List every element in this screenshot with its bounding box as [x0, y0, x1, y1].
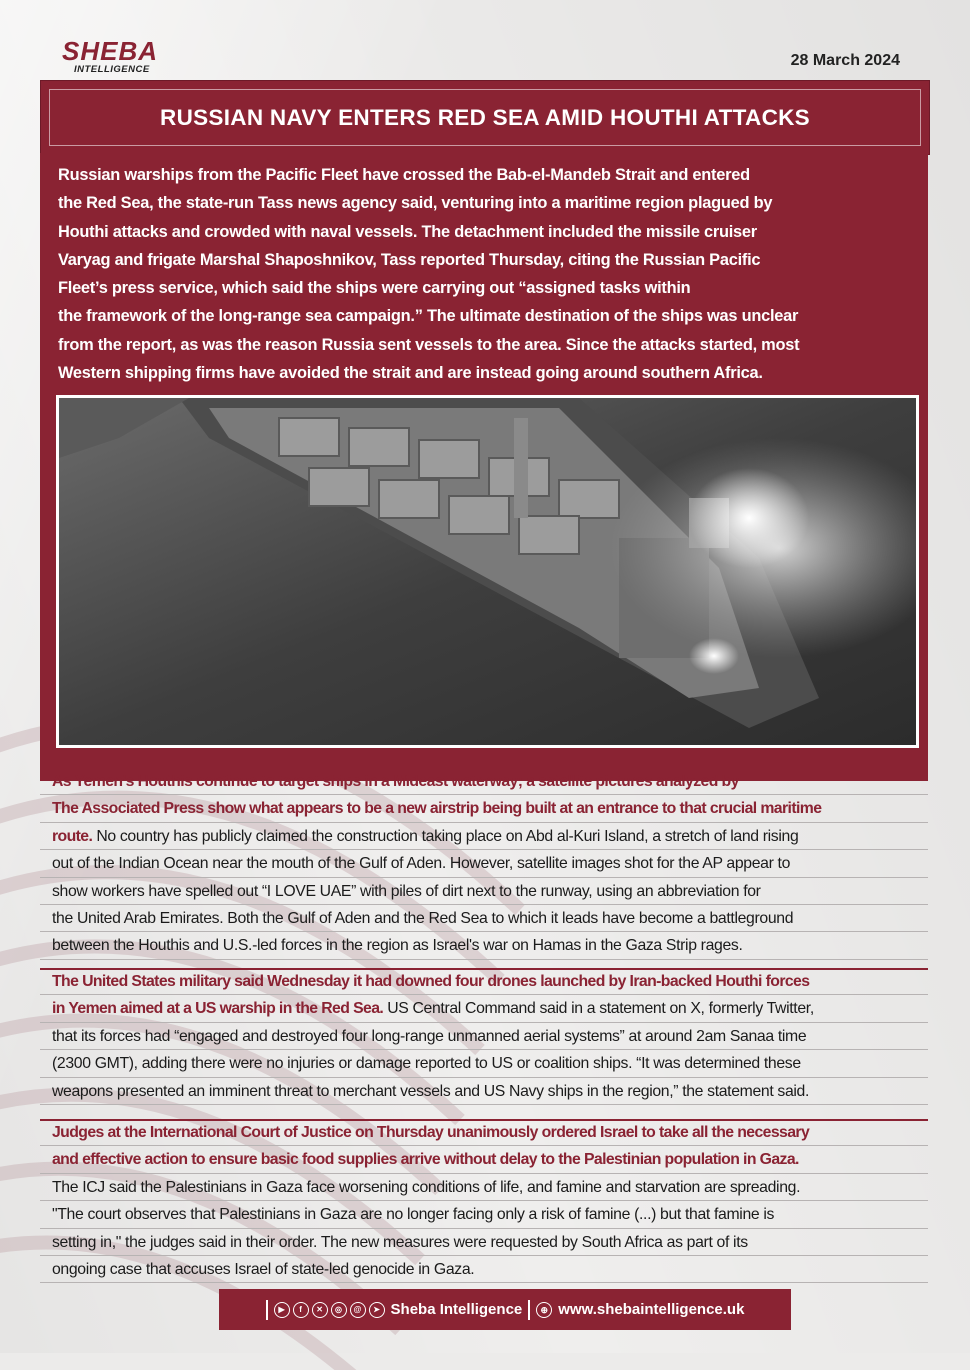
body-line: between the Houthis and U.S.-led forces in the region as Israel's war on Hamas in the Gaza Strip rages.	[52, 937, 743, 955]
lead-line: Russian warships from the Pacific Fleet have crossed the Bab-el-Mandeb Strait and entered	[58, 166, 750, 184]
sheba-logo	[62, 38, 177, 78]
burning-cargo-ship-photo	[56, 395, 919, 748]
issue-date: 28 March 2024	[790, 52, 900, 69]
mixed-line	[52, 995, 932, 1022]
highlight-fragment: in Yemen aimed at a US warship in the Red Sea.	[52, 1000, 384, 1018]
body-line: setting in," the judges said in their order. The new measures were requested by South Africa as part of its	[52, 1233, 748, 1251]
youtube-icon[interactable]: ▶	[274, 1302, 290, 1318]
logo-subtitle: INTELLIGENCE	[74, 64, 150, 75]
body-line: weapons presented an imminent threat to merchant vessels and US Navy ships in the region,” the statement said.	[52, 1082, 810, 1100]
story-airstrip	[40, 768, 928, 962]
lead-line: Fleet’s press service, which said the ships were carrying out “assigned tasks within	[58, 279, 691, 298]
telegram-icon[interactable]: ➤	[369, 1302, 385, 1318]
body-line: "The court observes that Palestinians in Gaza are no longer facing only a risk of famine (...) but that famine is	[52, 1206, 775, 1224]
x-icon[interactable]: ✕	[312, 1302, 328, 1318]
lead-line: from the report, as was the reason Russia sent vessels to the area. Since the attacks started, most	[58, 335, 800, 354]
highlight-line: The United States military said Wednesday it had downed four drones launched by Iran-backed Houthi forces	[52, 973, 810, 990]
lead-line: Varyag and frigate Marshal Shaposhnikov, Tass reported Thursday, citing the Russian Pacific	[58, 250, 761, 269]
lead-line: the Red Sea, the state-run Tass news agency said, venturing into a maritime region plagued by	[58, 194, 773, 213]
highlight-fragment: route.	[52, 827, 93, 845]
threads-icon[interactable]: @	[350, 1302, 366, 1318]
logo-wordmark: SHEBA	[62, 36, 159, 66]
story-body	[52, 768, 932, 960]
body-line: The ICJ said the Palestinians in Gaza face worsening conditions of life, and famine and starvation are spreading.	[52, 1178, 801, 1196]
lead-paragraph	[58, 161, 926, 387]
social-icons	[274, 1302, 385, 1318]
footer-bar	[219, 1289, 791, 1330]
highlight-line: As Yemen’s Houthis continue to target ships in a Mideast waterway; a satellite pictures analyzed by	[52, 773, 739, 790]
body-line: out of the Indian Ocean near the mouth of the Gulf of Aden. However, satellite images shot for the AP appear to	[52, 855, 791, 873]
lead-line: Houthi attacks and crowded with naval vessels. The detachment included the missile cruiser	[58, 222, 757, 241]
headline-banner	[40, 80, 930, 155]
body-line: that its forces had “engaged and destroyed four long-range unmanned aerial systems” at around 2am Sanaa time	[52, 1027, 807, 1045]
story-icj	[40, 1119, 928, 1287]
page-title: RUSSIAN NAVY ENTERS RED SEA AMID HOUTHI ATTACKS	[160, 104, 810, 130]
text-fragment: US Central Command said in a statement on X, formerly Twitter,	[383, 1000, 814, 1018]
highlight-line: Judges at the International Court of Justice on Thursday unanimously ordered Israel to take all the necessary	[52, 1124, 810, 1141]
text-fragment: No country has publicly claimed the construction taking place on Abd al-Kuri Island, a stretch of land rising	[92, 827, 799, 845]
ship-photo-illustration	[59, 398, 916, 745]
body-line: ongoing case that accuses Israel of state-led genocide in Gaza.	[52, 1261, 475, 1279]
mixed-line	[52, 823, 932, 850]
lead-line: Western shipping firms have avoided the strait and are instead going around southern Africa.	[58, 364, 763, 383]
brand-name: Sheba Intelligence	[390, 1301, 523, 1318]
divider	[266, 1300, 268, 1320]
lead-section	[40, 153, 928, 781]
body-line: (2300 GMT), adding there were no injuries or damage reported to US or coalition ships. “It was determined these	[52, 1055, 801, 1073]
lead-line: the framework of the long-range sea campaign.” The ultimate destination of the ships was unclear	[58, 307, 799, 326]
body-line: the United Arab Emirates. Both the Gulf of Aden and the Red Sea to which it leads have become a battleground	[52, 910, 794, 928]
divider	[528, 1300, 530, 1320]
highlight-line: and effective action to ensure basic food supplies arrive without delay to the Palestinian population in Gaza.	[52, 1151, 799, 1169]
globe-icon: ⊕	[536, 1302, 552, 1318]
story-drones	[40, 968, 928, 1108]
story-body	[52, 968, 932, 1105]
website-link[interactable]: www.shebaintelligence.uk	[558, 1301, 745, 1318]
facebook-icon[interactable]: f	[293, 1302, 309, 1318]
body-line: show workers have spelled out “I LOVE UAE” with piles of dirt next to the runway, using an abbreviation for	[52, 882, 761, 900]
highlight-line: The Associated Press show what appears to be a new airstrip being built at an entrance to that crucial maritime	[52, 800, 822, 818]
instagram-icon[interactable]: ◎	[331, 1302, 347, 1318]
story-body	[52, 1119, 932, 1283]
